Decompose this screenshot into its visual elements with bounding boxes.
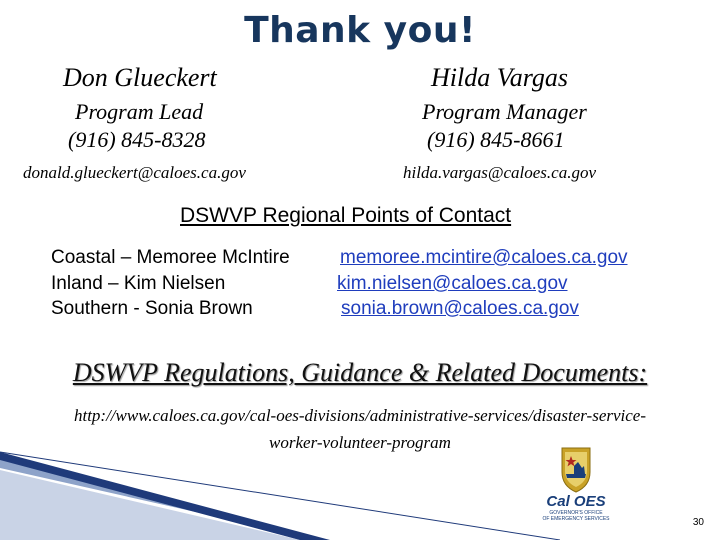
poc-label: Coastal – Memoree McIntire [51, 247, 290, 268]
documents-url-line1[interactable]: http://www.caloes.ca.gov/cal-oes-divisions/administrative-services/disaster-service- [73, 406, 647, 425]
contact-name: Hilda Vargas [431, 63, 568, 92]
logo-wordmark: Cal OES [546, 493, 606, 510]
page-number: 30 [692, 517, 704, 528]
contact-role: Program Lead [75, 99, 204, 124]
cal-oes-logo [538, 444, 614, 528]
contact-phone: (916) 845-8661 [427, 127, 565, 152]
page-title: Thank you! [244, 10, 476, 51]
poc-email-link[interactable]: sonia.brown@caloes.ca.gov [341, 298, 579, 319]
contact-phone: (916) 845-8328 [68, 127, 206, 152]
contact-name: Don Glueckert [63, 63, 217, 92]
contact-role: Program Manager [422, 99, 587, 124]
logo-subtitle-line2: OF EMERGENCY SERVICES [542, 516, 610, 522]
poc-email-link[interactable]: memoree.mcintire@caloes.ca.gov [340, 247, 628, 268]
logo-subtitle-line1: GOVERNOR'S OFFICE [549, 510, 603, 516]
cal-oes-seal-icon [538, 444, 614, 494]
poc-email-link[interactable]: kim.nielsen@caloes.ca.gov [337, 273, 568, 294]
poc-heading: DSWVP Regional Points of Contact [180, 204, 512, 227]
logo-subtitle [538, 510, 614, 522]
documents-heading: DSWVP Regulations, Guidance & Related Documents: [72, 358, 648, 387]
poc-label: Inland – Kim Nielsen [51, 273, 226, 294]
poc-label: Southern - Sonia Brown [51, 298, 253, 319]
contact-email[interactable]: donald.glueckert@caloes.ca.gov [23, 163, 246, 182]
documents-url-line2[interactable]: worker-volunteer-program [269, 433, 451, 452]
contact-email[interactable]: hilda.vargas@caloes.ca.gov [403, 163, 597, 182]
